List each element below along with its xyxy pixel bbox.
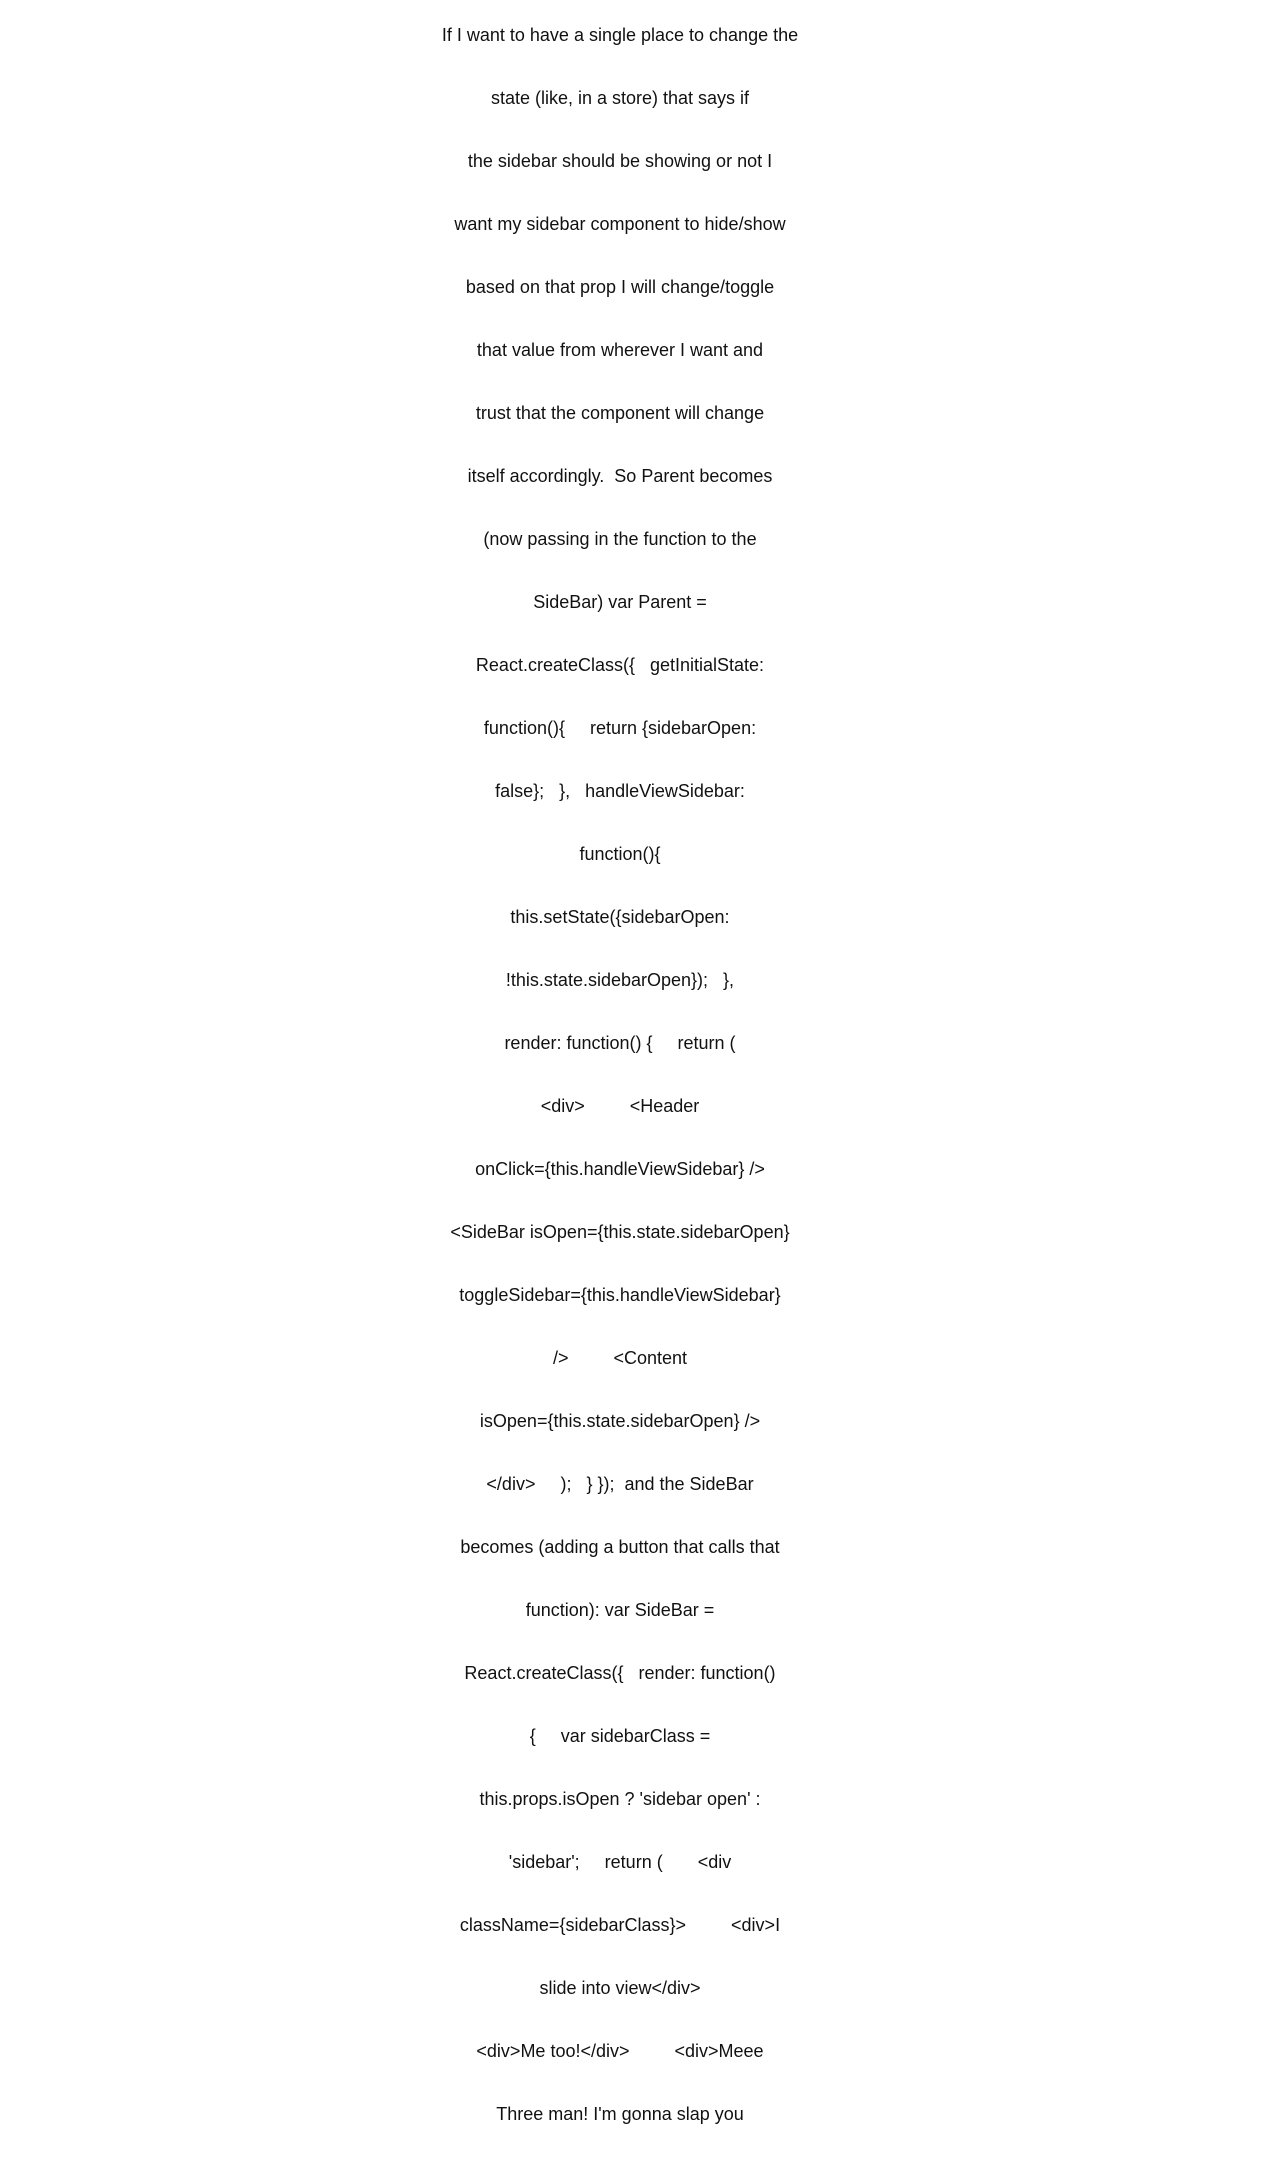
text-line: the sidebar should be showing or not I (467, 151, 773, 171)
text-line: (now passing in the function to the (483, 529, 757, 549)
text-line: Three man! I'm gonna slap you (496, 2104, 744, 2124)
text-line: slide into view</div> (539, 1978, 701, 1998)
text-line: function): var SideBar = (525, 1600, 715, 1620)
text-line: onClick={this.handleViewSidebar} /> (475, 1159, 765, 1179)
text-line: toggleSidebar={this.handleViewSidebar} (459, 1285, 781, 1305)
text-line: </div> ); } }); and the SideBar (486, 1474, 754, 1494)
answer-text-column (440, 0, 800, 2167)
text-line: state (like, in a store) that says if (490, 88, 750, 108)
text-line: className={sidebarClass}> <div>I (459, 1915, 781, 1935)
text-line: isOpen={this.state.sidebarOpen} /> (479, 1411, 761, 1431)
text-line: If I want to have a single place to change the (441, 25, 799, 45)
text-line: 'sidebar'; return ( <div (508, 1852, 732, 1872)
text-line: <div> <Header (540, 1096, 700, 1116)
text-line: <SideBar isOpen={this.state.sidebarOpen} (450, 1222, 790, 1242)
text-line: this.props.isOpen ? 'sidebar open' : (479, 1789, 761, 1809)
text-line: becomes (adding a button that calls that (460, 1537, 780, 1557)
text-line: trust that the component will change (475, 403, 765, 423)
text-line: function(){ return {sidebarOpen: (483, 718, 757, 738)
text-line: itself accordingly. So Parent becomes (467, 466, 773, 486)
text-line: render: function() { return ( (504, 1033, 736, 1053)
text-line: false}; }, handleViewSidebar: (495, 781, 745, 801)
text-line: want my sidebar component to hide/show (454, 214, 786, 234)
text-line: <div>Me too!</div> <div>Meee (476, 2041, 764, 2061)
text-line: this.setState({sidebarOpen: (510, 907, 730, 927)
text-line: !this.state.sidebarOpen}); }, (505, 970, 735, 990)
text-line: function(){ (579, 844, 661, 864)
text-line: { var sidebarClass = (529, 1726, 711, 1746)
text-line: SideBar) var Parent = (533, 592, 707, 612)
text-line: that value from wherever I want and (476, 340, 764, 360)
text-line: React.createClass({ render: function() (464, 1663, 776, 1683)
text-line: based on that prop I will change/toggle (465, 277, 775, 297)
text-line: React.createClass({ getInitialState: (475, 655, 765, 675)
text-line: /> <Content (552, 1348, 688, 1368)
